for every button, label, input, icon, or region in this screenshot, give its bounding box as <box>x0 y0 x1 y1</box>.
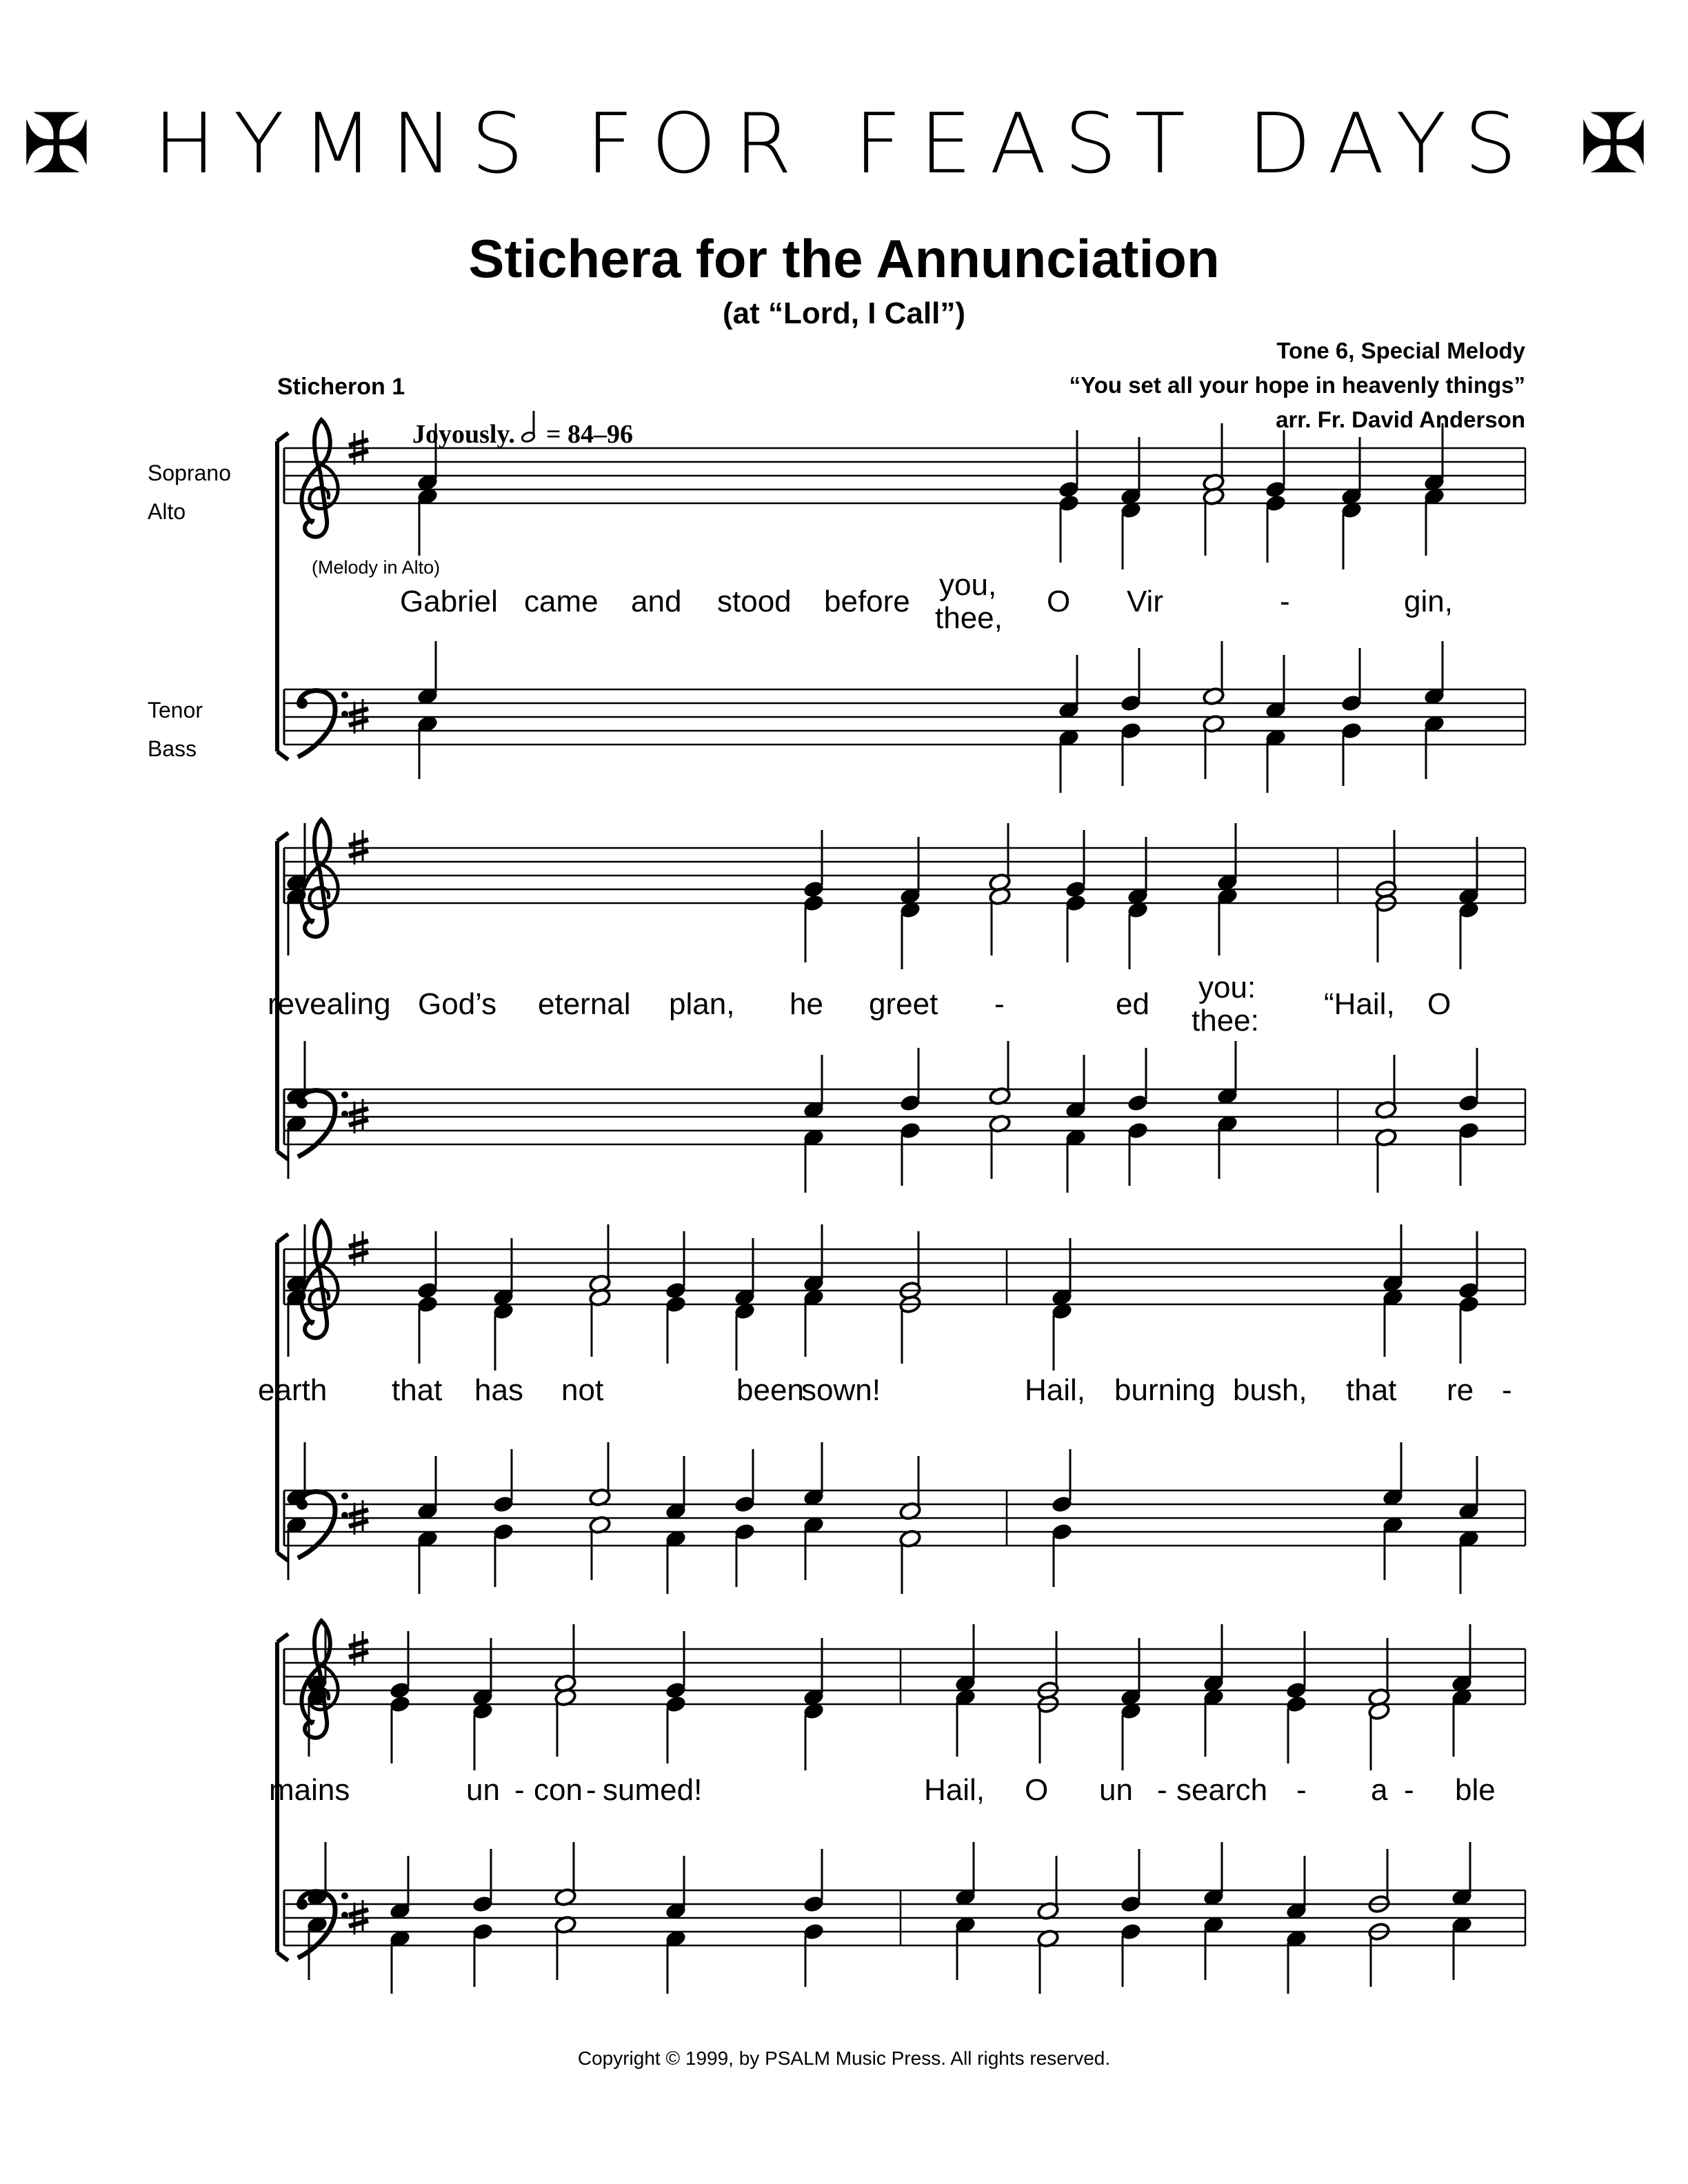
page-title: Stichera for the Annunciation <box>468 228 1220 289</box>
lyric-syllable: a <box>1371 1773 1388 1807</box>
treble-staff <box>284 1621 1525 1738</box>
lyric-syllable: you, <box>939 568 997 602</box>
voice-label-soprano: Soprano <box>148 461 231 485</box>
lyric-syllable: you: <box>1198 971 1256 1004</box>
tone-credit: Tone 6, Special Melody <box>1276 338 1525 363</box>
system-4 <box>277 1621 1525 1961</box>
lyric-syllable: Hail, <box>1025 1373 1086 1407</box>
lyric-syllable: thee: <box>1192 1004 1259 1038</box>
lyric-syllable: thee, <box>935 601 1003 635</box>
bass-clef-icon <box>297 691 348 757</box>
voice-label-bass: Bass <box>148 736 197 761</box>
lyric-syllable: sown! <box>801 1373 881 1407</box>
lyric-syllable: earth <box>258 1373 328 1407</box>
treble-staff <box>284 1221 1525 1338</box>
lyric-syllable: that <box>1346 1373 1397 1407</box>
treble-clef-icon <box>301 820 338 937</box>
system-bracket <box>277 433 288 760</box>
page-subtitle: (at “Lord, I Call”) <box>723 296 965 330</box>
lyric-syllable: un <box>1099 1773 1133 1807</box>
lyric-syllable: stood <box>717 585 792 618</box>
lyric-syllable: eternal <box>538 987 631 1021</box>
lyric-syllable: O <box>1427 987 1451 1021</box>
orthodox-cross-icon: ✠ <box>21 97 110 192</box>
lyric-syllable: plan, <box>669 987 735 1021</box>
lyric-syllable: con <box>534 1773 583 1807</box>
treble-staff <box>284 820 1525 937</box>
copyright: Copyright © 1999, by PSALM Music Press. All rights reserved. <box>577 2048 1111 2069</box>
lyric-syllable: mains <box>269 1773 350 1807</box>
bass-staff <box>284 1890 1525 1958</box>
bass-staff <box>284 1490 1525 1558</box>
lyric-syllable: re <box>1447 1373 1474 1407</box>
bass-staff <box>284 689 1525 757</box>
lyric-syllable: - <box>994 987 1005 1021</box>
lyric-syllable: has <box>474 1373 523 1407</box>
lyric-syllable: bush, <box>1233 1373 1307 1407</box>
lyric-syllable: been <box>736 1373 804 1407</box>
tempo-value: = 84–96 <box>545 420 634 449</box>
lyric-syllable: O <box>1025 1773 1049 1807</box>
lyric-syllable: he <box>790 987 823 1021</box>
lyric-syllable: that <box>392 1373 443 1407</box>
lyric-syllable: - <box>586 1773 596 1807</box>
lyric-syllable: Gabriel <box>400 585 498 618</box>
lyric-syllable: - <box>1404 1773 1414 1807</box>
lyric-syllable: Hail, <box>924 1773 985 1807</box>
treble-clef-icon <box>301 1221 338 1338</box>
melody-credit: “You set all your hope in heavenly things” <box>1069 372 1525 398</box>
notes-system-4 <box>305 1624 1473 1994</box>
lyric-syllable: gin, <box>1404 585 1453 618</box>
lyric-syllable: - <box>1280 585 1290 618</box>
lyric-syllable: ed <box>1116 987 1149 1021</box>
lyric-syllable: - <box>1296 1773 1307 1807</box>
notes-system-3 <box>285 1224 1480 1594</box>
lyric-syllable: came <box>524 585 599 618</box>
lyric-syllable: “Hail, <box>1324 987 1395 1021</box>
lyric-syllable: - <box>1157 1773 1167 1807</box>
lyric-syllable: burning <box>1114 1373 1216 1407</box>
lyric-syllable: un <box>466 1773 500 1807</box>
section-label: Sticheron 1 <box>277 374 405 400</box>
lyric-syllable: and <box>631 585 682 618</box>
lyric-syllable: before <box>824 585 910 618</box>
voice-label-alto: Alto <box>148 499 186 524</box>
orthodox-cross-icon: ✠ <box>1578 97 1667 192</box>
banner-text: HYMNS FOR FEAST DAYS <box>153 97 1535 192</box>
melody-note: (Melody in Alto) <box>312 557 441 578</box>
lyric-syllable: greet <box>869 987 938 1021</box>
lyric-syllable: God’s <box>418 987 497 1021</box>
voice-label-tenor: Tenor <box>148 698 203 722</box>
treble-clef-icon <box>301 420 338 537</box>
treble-staff <box>284 420 1525 537</box>
lyric-syllable: - <box>514 1773 525 1807</box>
lyric-syllable: Vir <box>1127 585 1163 618</box>
lyric-syllable: revealing <box>268 987 391 1021</box>
lyric-syllable: not <box>561 1373 604 1407</box>
lyric-syllable: O <box>1047 585 1071 618</box>
staves-layer <box>277 420 1525 1994</box>
tempo-word: Joyously. <box>412 420 515 449</box>
lyric-syllable: - <box>1502 1373 1512 1407</box>
arranger-credit: arr. Fr. David Anderson <box>1276 407 1525 432</box>
lyric-syllable: ble <box>1455 1773 1496 1807</box>
lyric-syllable: sumed! <box>603 1773 703 1807</box>
lyric-syllable: search <box>1176 1773 1268 1807</box>
